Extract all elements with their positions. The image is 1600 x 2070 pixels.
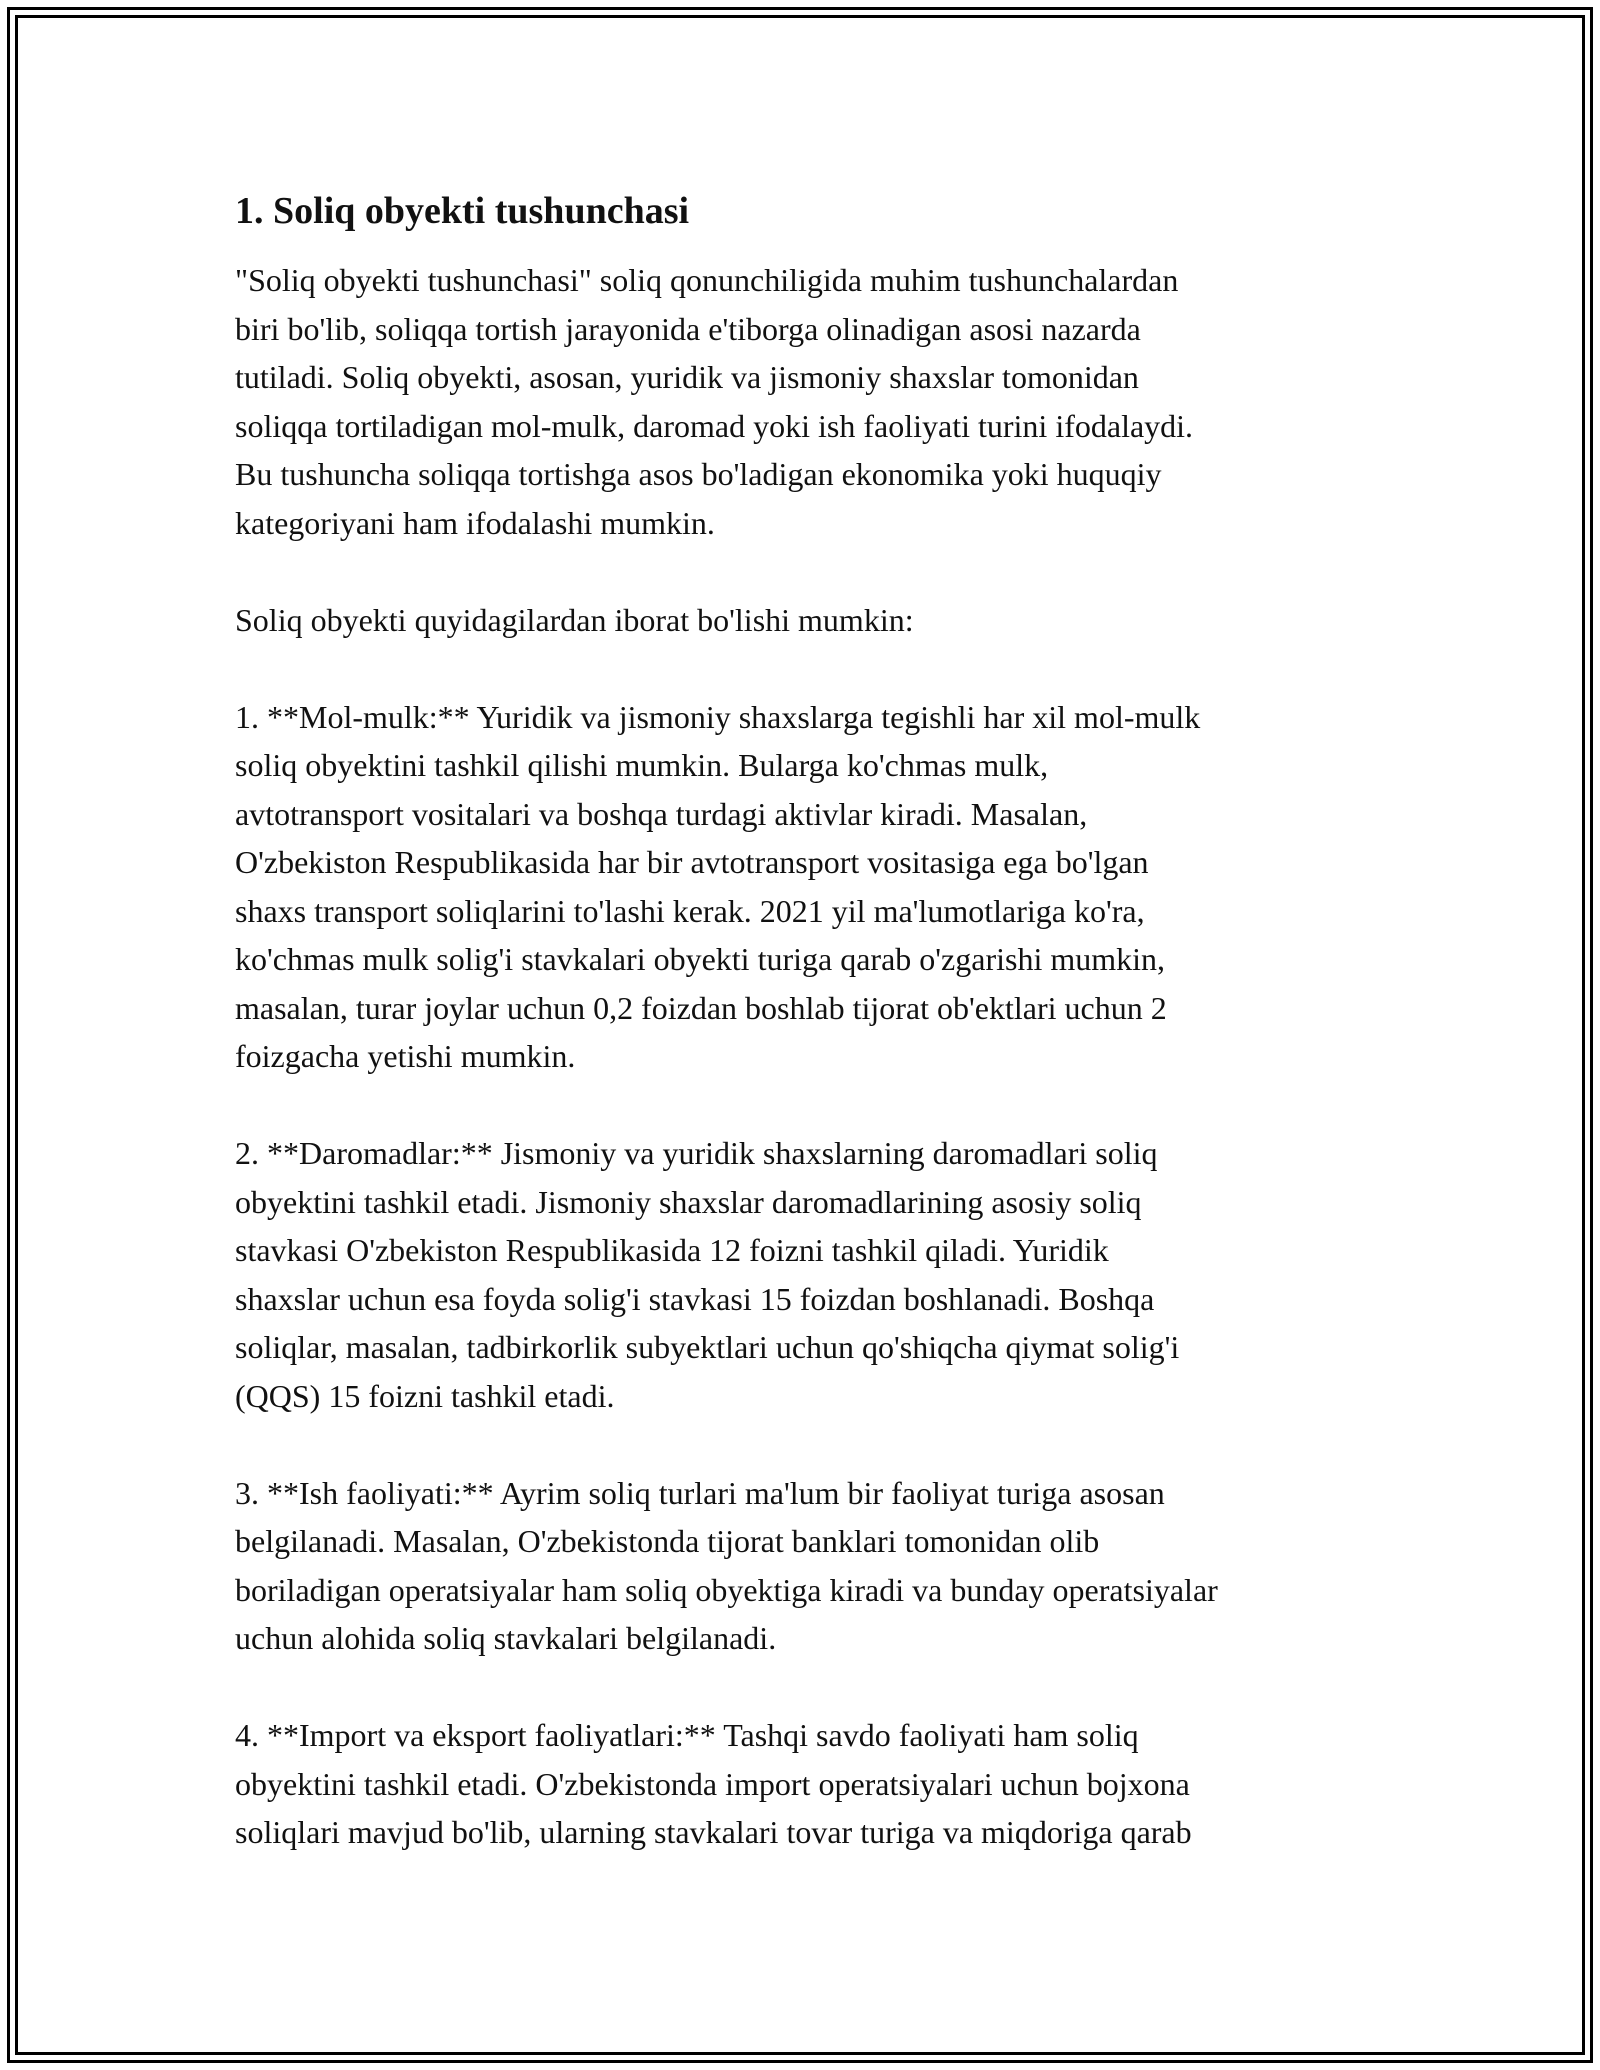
- list-item-ish-faoliyati: 3. **Ish faoliyati:** Ayrim soliq turlari ma'lum bir faoliyat turiga asosan belgilanadi. Masalan, O'zbekistonda tijorat banklari tomonidan olib boriladigan operatsiyalar ham soliq obyektiga kiradi va bunday operatsiyalar uchun alohida soliq stavkalari belgilanadi.: [235, 1474, 1218, 1656]
- list-item-mol-mulk: 1. **Mol-mulk:** Yuridik va jismoniy shaxslarga tegishli har xil mol-mulk soliq obyektini tashkil qilishi mumkin. Bularga ko'chmas mulk, avtotransport vositalari va boshqa turdagi aktivlar kiradi. Masalan, O'zbekiston Respublikasida har bir avtotransport vositasiga ega bo'lgan shaxs transport soliqlarini to'lashi kerak. 2021 yil ma'lumotlariga ko'ra, ko'chmas mulk solig'i stavkalari obyekti turiga qarab o'zgarishi mumkin, masalan, turar joylar uchun 0,2 foizdan boshlab tijorat ob'ektlari uchun 2 foizgacha yetishi mumkin.: [235, 698, 1201, 1074]
- section-heading: 1. Soliq obyekti tushunchasi: [235, 190, 690, 232]
- paragraph-list-intro: Soliq obyekti quyidagilardan iborat bo'lishi mumkin:: [235, 601, 914, 638]
- document-body: [235, 186, 1385, 1857]
- list-item-import-eksport: 4. **Import va eksport faoliyatlari:** Tashqi savdo faoliyati ham soliq obyektini tashkil etadi. O'zbekistonda import operatsiyalari uchun bojxona soliqlari mavjud bo'lib, ularning stavkalari tovar turiga va miqdoriga qarab: [235, 1717, 1192, 1850]
- paragraph-intro: "Soliq obyekti tushunchasi" soliq qonunchiligida muhim tushunchalardan biri bo'lib, soliqqa tortish jarayonida e'tiborga olinadigan asosi nazarda tutiladi. Soliq obyekti, asosan, yuridik va jismoniy shaxslar tomonidan soliqqa tortiladigan mol-mulk, daromad yoki ish faoliyati turini ifodalaydi. Bu tushuncha soliqqa tortishga asos bo'ladigan ekonomika yoki huquqiy kategoriyani ham ifodalashi mumkin.: [235, 262, 1194, 541]
- list-item-daromadlar: 2. **Daromadlar:** Jismoniy va yuridik shaxslarning daromadlari soliq obyektini tashkil etadi. Jismoniy shaxslar daromadlarining asosiy soliq stavkasi O'zbekiston Respublikasida 12 foizni tashkil qiladi. Yuridik shaxslar uchun esa foyda solig'i stavkasi 15 foizdan boshlanadi. Boshqa soliqlar, masalan, tadbirkorlik subyektlari uchun qo'shiqcha qiymat solig'i (QQS) 15 foizni tashkil etadi.: [235, 1135, 1180, 1414]
